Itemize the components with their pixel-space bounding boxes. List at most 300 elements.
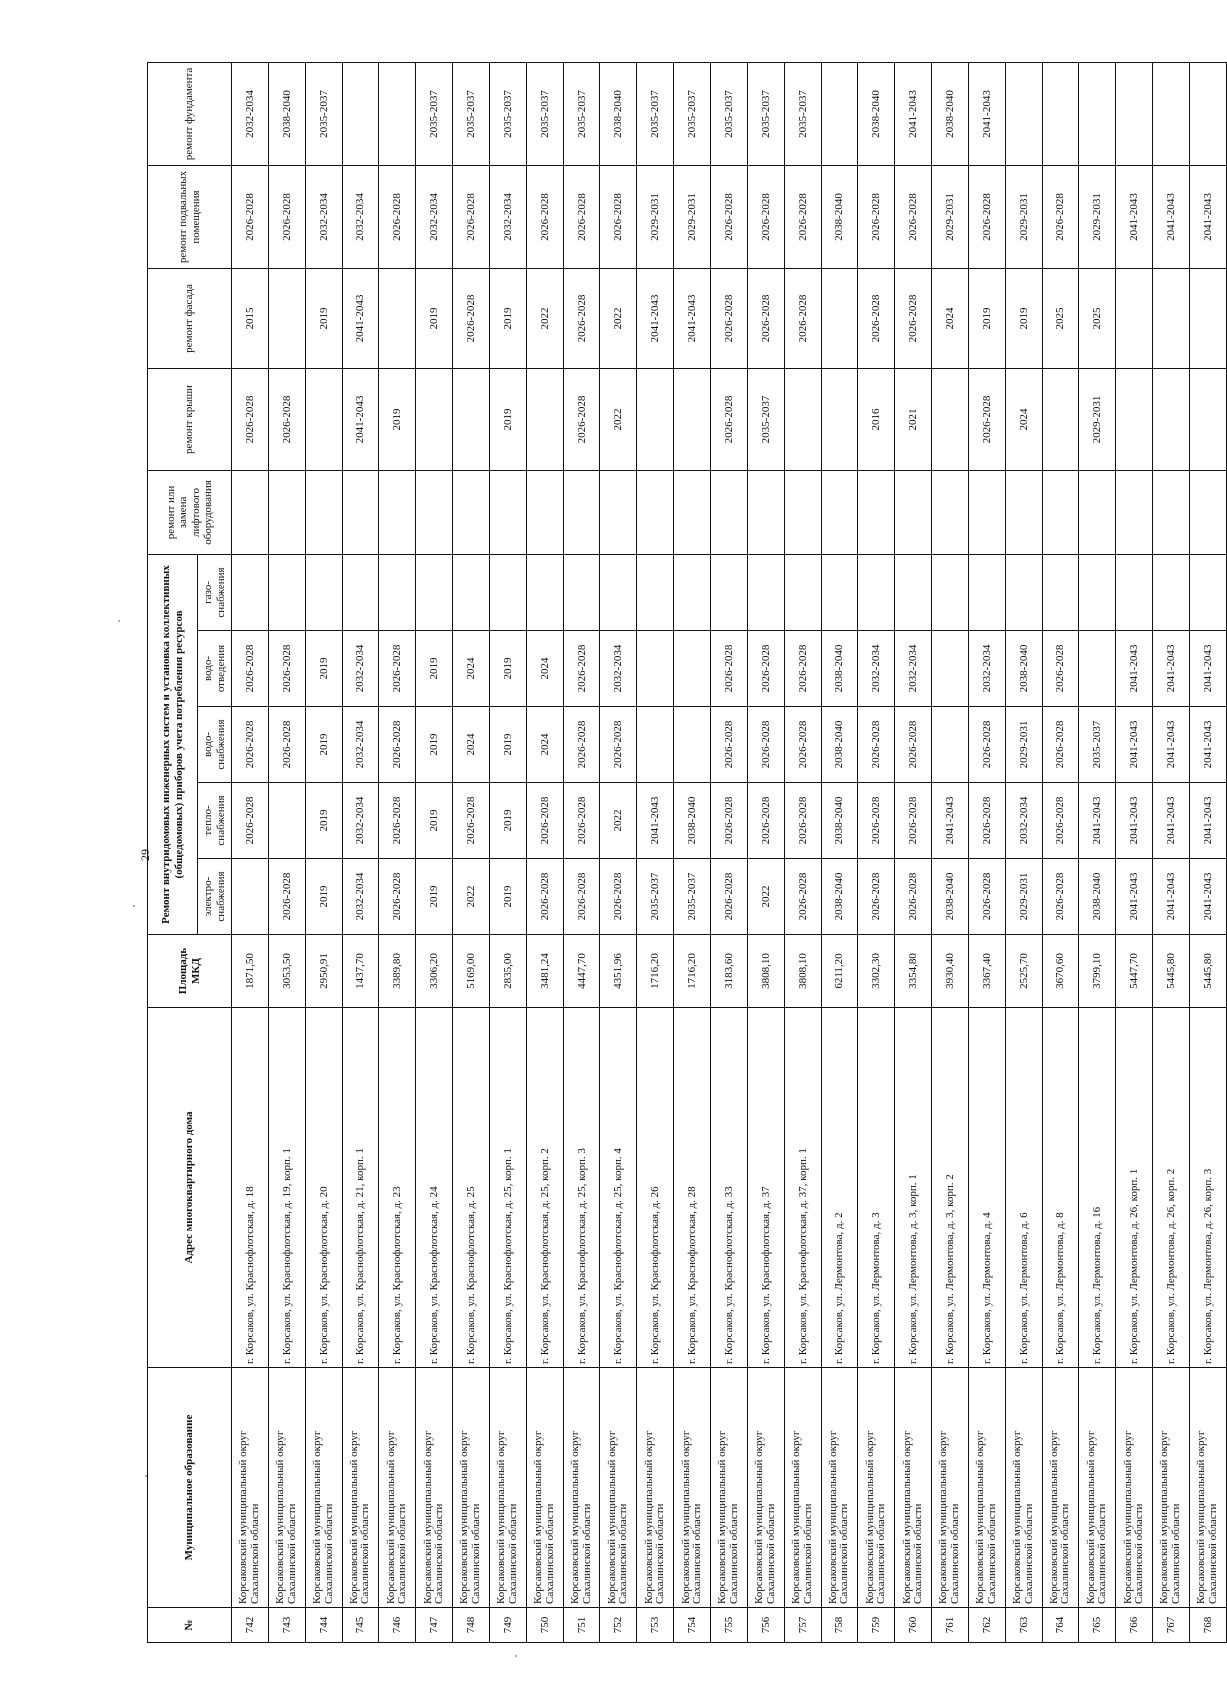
table-row	[305, 62, 342, 1642]
electric-cell: 2026-2028	[268, 859, 305, 935]
basement-cell: 2026-2028	[710, 165, 747, 268]
address-cell: г. Корсаков, ул. Лермонтова, д. 26, корп. 2	[1153, 1008, 1190, 1368]
gas-cell	[1153, 554, 1190, 630]
electric-cell: 2035-2037	[637, 859, 674, 935]
address-cell: г. Корсаков, ул. Лермонтова, д. 3, корп. 1	[895, 1008, 932, 1368]
municipality-cell: Корсаковский муниципальный округ Сахалинской области	[1153, 1368, 1190, 1608]
facade-cell: 2019	[416, 268, 453, 368]
water-cell	[637, 707, 674, 783]
gas-cell	[1005, 554, 1042, 630]
header-sewer: водо-отведения	[198, 631, 232, 707]
header-gas: газо-снабжения	[198, 554, 232, 630]
row-number: 759	[858, 1608, 895, 1643]
foundation-cell: 2032-2034	[232, 62, 269, 165]
municipality-cell: Корсаковский муниципальный округ Сахалинской области	[305, 1368, 342, 1608]
area-cell: 3808,10	[747, 935, 784, 1008]
table-row	[932, 62, 969, 1642]
heat-cell: 2038-2040	[821, 783, 858, 859]
heat-cell: 2026-2028	[453, 783, 490, 859]
roof-cell: 2026-2028	[268, 368, 305, 470]
foundation-cell: 2035-2037	[489, 62, 526, 165]
basement-cell: 2029-2031	[932, 165, 969, 268]
sewer-cell: 2032-2034	[968, 631, 1005, 707]
facade-cell: 2026-2028	[784, 268, 821, 368]
gas-cell	[895, 554, 932, 630]
elevator-cell	[858, 470, 895, 554]
roof-cell: 2029-2031	[1079, 368, 1116, 470]
facade-cell	[1189, 268, 1226, 368]
sewer-cell: 2019	[489, 631, 526, 707]
foundation-cell: 2035-2037	[710, 62, 747, 165]
rotated-table-container	[147, 63, 1227, 1643]
area-cell: 3670,60	[1042, 935, 1079, 1008]
facade-cell: 2019	[968, 268, 1005, 368]
basement-cell: 2026-2028	[1042, 165, 1079, 268]
heat-cell: 2026-2028	[379, 783, 416, 859]
heat-cell: 2032-2034	[1005, 783, 1042, 859]
sewer-cell: 2024	[453, 631, 490, 707]
roof-cell	[932, 368, 969, 470]
table-row	[1116, 62, 1153, 1642]
roof-cell: 2016	[858, 368, 895, 470]
roof-cell: 2024	[1005, 368, 1042, 470]
area-cell: 6211,20	[821, 935, 858, 1008]
area-cell: 3354,80	[895, 935, 932, 1008]
area-cell: 4351,96	[600, 935, 637, 1008]
municipality-cell: Корсаковский муниципальный округ Сахалинской области	[526, 1368, 563, 1608]
water-cell: 2026-2028	[563, 707, 600, 783]
roof-cell	[1116, 368, 1153, 470]
table-row	[895, 62, 932, 1642]
foundation-cell: 2035-2037	[305, 62, 342, 165]
address-cell: г. Корсаков, ул. Краснофлотская, д. 20	[305, 1008, 342, 1368]
heat-cell: 2026-2028	[710, 783, 747, 859]
elevator-cell	[784, 470, 821, 554]
basement-cell: 2041-2043	[1116, 165, 1153, 268]
gas-cell	[1116, 554, 1153, 630]
sewer-cell: 2026-2028	[232, 631, 269, 707]
foundation-cell	[379, 62, 416, 165]
basement-cell: 2032-2034	[305, 165, 342, 268]
page-number: 29	[138, 849, 152, 861]
table-row	[268, 62, 305, 1642]
table-row	[710, 62, 747, 1642]
table-row	[600, 62, 637, 1642]
elevator-cell	[268, 470, 305, 554]
facade-cell	[268, 268, 305, 368]
elevator-cell	[416, 470, 453, 554]
water-cell: 2024	[453, 707, 490, 783]
address-cell: г. Корсаков, ул. Краснофлотская, д. 25, корп. 3	[563, 1008, 600, 1368]
facade-cell: 2022	[600, 268, 637, 368]
basement-cell: 2029-2031	[637, 165, 674, 268]
area-cell: 3183,60	[710, 935, 747, 1008]
gas-cell	[1079, 554, 1116, 630]
heat-cell: 2026-2028	[784, 783, 821, 859]
electric-cell: 2041-2043	[1116, 859, 1153, 935]
municipality-cell: Корсаковский муниципальный округ Сахалинской области	[637, 1368, 674, 1608]
heat-cell: 2026-2028	[895, 783, 932, 859]
address-cell: г. Корсаков, ул. Краснофлотская, д. 26	[637, 1008, 674, 1368]
gas-cell	[784, 554, 821, 630]
elevator-cell	[232, 470, 269, 554]
table-row	[1005, 62, 1042, 1642]
area-cell: 5169,00	[453, 935, 490, 1008]
area-cell: 3799,10	[1079, 935, 1116, 1008]
electric-cell: 2026-2028	[784, 859, 821, 935]
area-cell: 4447,70	[563, 935, 600, 1008]
heat-cell: 2041-2043	[1153, 783, 1190, 859]
basement-cell: 2041-2043	[1189, 165, 1226, 268]
gas-cell	[821, 554, 858, 630]
municipality-cell: Корсаковский муниципальный округ Сахалинской области	[821, 1368, 858, 1608]
heat-cell: 2026-2028	[858, 783, 895, 859]
table-row	[858, 62, 895, 1642]
electric-cell: 2026-2028	[710, 859, 747, 935]
roof-cell	[784, 368, 821, 470]
water-cell: 2035-2037	[1079, 707, 1116, 783]
electric-cell: 2026-2028	[563, 859, 600, 935]
address-cell: г. Корсаков, ул. Краснофлотская, д. 37	[747, 1008, 784, 1368]
gas-cell	[526, 554, 563, 630]
table-row	[747, 62, 784, 1642]
elevator-cell	[1042, 470, 1079, 554]
water-cell: 2019	[305, 707, 342, 783]
electric-cell: 2035-2037	[674, 859, 711, 935]
foundation-cell: 2035-2037	[637, 62, 674, 165]
address-cell: г. Корсаков, ул. Краснофлотская, д. 28	[674, 1008, 711, 1368]
row-number: 755	[710, 1608, 747, 1643]
gas-cell	[232, 554, 269, 630]
table-row	[453, 62, 490, 1642]
sewer-cell: 2032-2034	[895, 631, 932, 707]
basement-cell: 2029-2031	[674, 165, 711, 268]
water-cell: 2041-2043	[1189, 707, 1226, 783]
basement-cell: 2026-2028	[747, 165, 784, 268]
facade-cell: 2026-2028	[453, 268, 490, 368]
gas-cell	[747, 554, 784, 630]
roof-cell	[1189, 368, 1226, 470]
elevator-cell	[563, 470, 600, 554]
elevator-cell	[710, 470, 747, 554]
basement-cell: 2026-2028	[784, 165, 821, 268]
basement-cell: 2026-2028	[858, 165, 895, 268]
header-basement: ремонт подвальных помещения	[148, 165, 232, 268]
water-cell	[932, 707, 969, 783]
basement-cell: 2041-2043	[1153, 165, 1190, 268]
address-cell: г. Корсаков, ул. Лермонтова, д. 16	[1079, 1008, 1116, 1368]
address-cell: г. Корсаков, ул. Лермонтова, д. 3, корп. 2	[932, 1008, 969, 1368]
gas-cell	[379, 554, 416, 630]
area-cell: 1437,70	[342, 935, 379, 1008]
table-body	[232, 62, 1227, 1642]
facade-cell: 2026-2028	[895, 268, 932, 368]
water-cell: 2026-2028	[232, 707, 269, 783]
water-cell	[674, 707, 711, 783]
gas-cell	[600, 554, 637, 630]
table-row	[232, 62, 269, 1642]
heat-cell: 2022	[600, 783, 637, 859]
heat-cell: 2041-2043	[1116, 783, 1153, 859]
header-water: водо-снабжения	[198, 707, 232, 783]
area-cell: 5445,80	[1189, 935, 1226, 1008]
sewer-cell	[674, 631, 711, 707]
municipality-cell: Корсаковский муниципальный округ Сахалинской области	[895, 1368, 932, 1608]
facade-cell	[821, 268, 858, 368]
water-cell: 2019	[416, 707, 453, 783]
sewer-cell	[637, 631, 674, 707]
address-cell: г. Корсаков, ул. Краснофлотская, д. 37, корп. 1	[784, 1008, 821, 1368]
sewer-cell: 2041-2043	[1153, 631, 1190, 707]
row-number: 757	[784, 1608, 821, 1643]
roof-cell: 2026-2028	[968, 368, 1005, 470]
basement-cell: 2026-2028	[232, 165, 269, 268]
sewer-cell: 2026-2028	[379, 631, 416, 707]
gas-cell	[1042, 554, 1079, 630]
gas-cell	[489, 554, 526, 630]
table-row	[416, 62, 453, 1642]
table-row	[674, 62, 711, 1642]
row-number: 747	[416, 1608, 453, 1643]
municipality-cell: Корсаковский муниципальный округ Сахалинской области	[342, 1368, 379, 1608]
foundation-cell: 2035-2037	[563, 62, 600, 165]
roof-cell: 2041-2043	[342, 368, 379, 470]
area-cell: 2950,91	[305, 935, 342, 1008]
roof-cell	[637, 368, 674, 470]
foundation-cell: 2035-2037	[416, 62, 453, 165]
electric-cell: 2026-2028	[858, 859, 895, 935]
header-address: Адрес многоквартирного дома	[148, 1008, 232, 1368]
municipality-cell: Корсаковский муниципальный округ Сахалинской области	[416, 1368, 453, 1608]
roof-cell	[1042, 368, 1079, 470]
municipality-cell: Корсаковский муниципальный округ Сахалинской области	[379, 1368, 416, 1608]
address-cell: г. Корсаков, ул. Краснофлотская, д. 21, корп. 1	[342, 1008, 379, 1368]
municipality-cell: Корсаковский муниципальный округ Сахалинской области	[1005, 1368, 1042, 1608]
address-cell: г. Корсаков, ул. Лермонтова, д. 26, корп. 3	[1189, 1008, 1226, 1368]
row-number: 767	[1153, 1608, 1190, 1643]
basement-cell: 2026-2028	[526, 165, 563, 268]
header-municipality: Муниципальное образование	[148, 1368, 232, 1608]
water-cell: 2026-2028	[895, 707, 932, 783]
roof-cell: 2019	[489, 368, 526, 470]
gas-cell	[637, 554, 674, 630]
heat-cell: 2041-2043	[932, 783, 969, 859]
gas-cell	[1189, 554, 1226, 630]
table-row	[342, 62, 379, 1642]
sewer-cell: 2026-2028	[784, 631, 821, 707]
foundation-cell: 2038-2040	[600, 62, 637, 165]
basement-cell: 2026-2028	[379, 165, 416, 268]
municipality-cell: Корсаковский муниципальный округ Сахалинской области	[710, 1368, 747, 1608]
table-row	[563, 62, 600, 1642]
sewer-cell: 2026-2028	[747, 631, 784, 707]
header-roof: ремонт крыши	[148, 368, 232, 470]
sewer-cell: 2032-2034	[600, 631, 637, 707]
gas-cell	[563, 554, 600, 630]
sewer-cell: 2038-2040	[1005, 631, 1042, 707]
sewer-cell: 2032-2034	[342, 631, 379, 707]
roof-cell: 2026-2028	[563, 368, 600, 470]
water-cell: 2019	[489, 707, 526, 783]
table-row	[1042, 62, 1079, 1642]
row-number: 756	[747, 1608, 784, 1643]
header-heat: тепло-снабжения	[198, 783, 232, 859]
municipality-cell: Корсаковский муниципальный округ Сахалинской области	[268, 1368, 305, 1608]
heat-cell: 2026-2028	[526, 783, 563, 859]
facade-cell: 2026-2028	[858, 268, 895, 368]
roof-cell	[416, 368, 453, 470]
elevator-cell	[1116, 470, 1153, 554]
electric-cell: 2026-2028	[1042, 859, 1079, 935]
area-cell: 3053,50	[268, 935, 305, 1008]
basement-cell: 2026-2028	[563, 165, 600, 268]
elevator-cell	[379, 470, 416, 554]
table-row	[1153, 62, 1190, 1642]
municipality-cell: Корсаковский муниципальный округ Сахалинской области	[1042, 1368, 1079, 1608]
electric-cell: 2041-2043	[1153, 859, 1190, 935]
elevator-cell	[821, 470, 858, 554]
facade-cell: 2019	[1005, 268, 1042, 368]
roof-cell: 2019	[379, 368, 416, 470]
foundation-cell: 2035-2037	[747, 62, 784, 165]
facade-cell: 2019	[489, 268, 526, 368]
address-cell: г. Корсаков, ул. Краснофлотская, д. 18	[232, 1008, 269, 1368]
row-number: 746	[379, 1608, 416, 1643]
foundation-cell: 2038-2040	[858, 62, 895, 165]
table-row	[968, 62, 1005, 1642]
heat-cell: 2026-2028	[747, 783, 784, 859]
table-row	[1189, 62, 1226, 1642]
electric-cell: 2019	[489, 859, 526, 935]
address-cell: г. Корсаков, ул. Краснофлотская, д. 33	[710, 1008, 747, 1368]
municipality-cell: Корсаковский муниципальный округ Сахалинской области	[563, 1368, 600, 1608]
facade-cell	[1116, 268, 1153, 368]
area-cell: 1716,20	[637, 935, 674, 1008]
elevator-cell	[637, 470, 674, 554]
elevator-cell	[305, 470, 342, 554]
water-cell: 2026-2028	[784, 707, 821, 783]
basement-cell: 2026-2028	[453, 165, 490, 268]
gas-cell	[453, 554, 490, 630]
address-cell: г. Корсаков, ул. Лермонтова, д. 8	[1042, 1008, 1079, 1368]
sewer-cell: 2026-2028	[268, 631, 305, 707]
address-cell: г. Корсаков, ул. Краснофлотская, д. 25, корп. 2	[526, 1008, 563, 1368]
municipality-cell: Корсаковский муниципальный округ Сахалинской области	[1189, 1368, 1226, 1608]
facade-cell: 2026-2028	[563, 268, 600, 368]
sewer-cell: 2032-2034	[858, 631, 895, 707]
area-cell: 5445,80	[1153, 935, 1190, 1008]
heat-cell: 2026-2028	[968, 783, 1005, 859]
sewer-cell: 2026-2028	[710, 631, 747, 707]
roof-cell	[305, 368, 342, 470]
roof-cell: 2035-2037	[747, 368, 784, 470]
row-number: 768	[1189, 1608, 1226, 1643]
electric-cell: 2026-2028	[968, 859, 1005, 935]
water-cell: 2041-2043	[1153, 707, 1190, 783]
header-engineering-group: Ремонт внутридомовых инженерных систем и установка коллективных (общедомовых) приборов учета потребления ресурсов	[148, 554, 198, 934]
row-number: 758	[821, 1608, 858, 1643]
basement-cell: 2038-2040	[821, 165, 858, 268]
basement-cell: 2026-2028	[268, 165, 305, 268]
elevator-cell	[1005, 470, 1042, 554]
water-cell: 2026-2028	[1042, 707, 1079, 783]
municipality-cell: Корсаковский муниципальный округ Сахалинской области	[747, 1368, 784, 1608]
basement-cell: 2032-2034	[489, 165, 526, 268]
heat-cell: 2019	[305, 783, 342, 859]
heat-cell	[268, 783, 305, 859]
electric-cell: 2032-2034	[342, 859, 379, 935]
gas-cell	[674, 554, 711, 630]
water-cell: 2041-2043	[1116, 707, 1153, 783]
sewer-cell: 2041-2043	[1116, 631, 1153, 707]
foundation-cell: 2035-2037	[784, 62, 821, 165]
roof-cell: 2026-2028	[710, 368, 747, 470]
foundation-cell	[1079, 62, 1116, 165]
area-cell: 1871,50	[232, 935, 269, 1008]
table-row	[784, 62, 821, 1642]
electric-cell: 2038-2040	[1079, 859, 1116, 935]
heat-cell: 2041-2043	[1079, 783, 1116, 859]
facade-cell: 2025	[1042, 268, 1079, 368]
gas-cell	[305, 554, 342, 630]
basement-cell: 2032-2034	[416, 165, 453, 268]
foundation-cell: 2041-2043	[895, 62, 932, 165]
row-number: 766	[1116, 1608, 1153, 1643]
foundation-cell: 2035-2037	[526, 62, 563, 165]
elevator-cell	[1153, 470, 1190, 554]
area-cell: 2525,70	[1005, 935, 1042, 1008]
foundation-cell	[1153, 62, 1190, 165]
area-cell: 3930,40	[932, 935, 969, 1008]
row-number: 753	[637, 1608, 674, 1643]
area-cell: 3481,24	[526, 935, 563, 1008]
area-cell: 5447,70	[1116, 935, 1153, 1008]
elevator-cell	[489, 470, 526, 554]
row-number: 763	[1005, 1608, 1042, 1643]
row-number: 752	[600, 1608, 637, 1643]
address-cell: г. Корсаков, ул. Краснофлотская, д. 19, корп. 1	[268, 1008, 305, 1368]
heat-cell: 2026-2028	[563, 783, 600, 859]
table-row	[637, 62, 674, 1642]
header-electric: электро-снабжения	[198, 859, 232, 935]
row-number: 762	[968, 1608, 1005, 1643]
elevator-cell	[1189, 470, 1226, 554]
repair-schedule-table	[147, 62, 1227, 1643]
sewer-cell: 2024	[526, 631, 563, 707]
gas-cell	[968, 554, 1005, 630]
row-number: 744	[305, 1608, 342, 1643]
foundation-cell	[1116, 62, 1153, 165]
address-cell: г. Корсаков, ул. Лермонтова, д. 2	[821, 1008, 858, 1368]
electric-cell: 2019	[416, 859, 453, 935]
water-cell: 2024	[526, 707, 563, 783]
area-cell: 3367,40	[968, 935, 1005, 1008]
electric-cell: 2022	[453, 859, 490, 935]
heat-cell: 2019	[489, 783, 526, 859]
elevator-cell	[895, 470, 932, 554]
address-cell: г. Корсаков, ул. Краснофлотская, д. 23	[379, 1008, 416, 1368]
table-row	[379, 62, 416, 1642]
heat-cell: 2041-2043	[637, 783, 674, 859]
water-cell: 2032-2034	[342, 707, 379, 783]
water-cell: 2026-2028	[968, 707, 1005, 783]
facade-cell: 2026-2028	[747, 268, 784, 368]
elevator-cell	[600, 470, 637, 554]
elevator-cell	[968, 470, 1005, 554]
elevator-cell	[453, 470, 490, 554]
facade-cell: 2041-2043	[674, 268, 711, 368]
municipality-cell: Корсаковский муниципальный округ Сахалинской области	[600, 1368, 637, 1608]
